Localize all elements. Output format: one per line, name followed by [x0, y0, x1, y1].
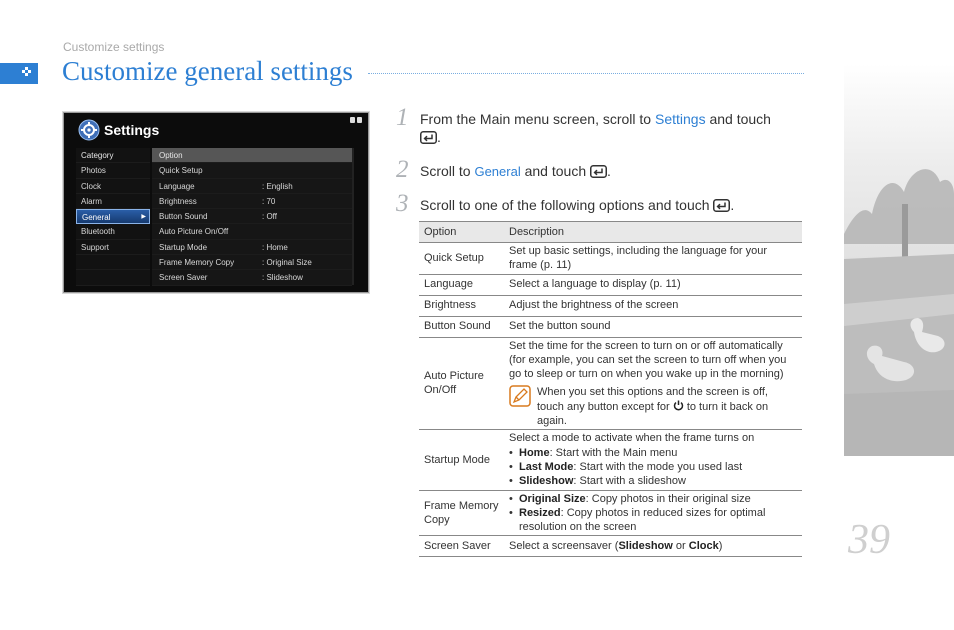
screen-title: Settings	[104, 122, 160, 138]
step-text: Scroll to one of the following options and touch	[420, 197, 710, 213]
category-filler	[76, 270, 150, 285]
option-name: Quick Setup	[419, 243, 504, 275]
enter-icon	[420, 131, 437, 144]
description-text: or	[672, 540, 689, 553]
table-row	[419, 490, 802, 536]
option-row[interactable]	[152, 179, 352, 194]
option-value: : Original Size	[262, 258, 312, 268]
option-name: Brightness	[419, 295, 504, 316]
table-header-option: Option	[419, 222, 504, 243]
table-row	[419, 337, 802, 430]
option-value: : 70	[262, 196, 276, 206]
enter-icon	[590, 165, 607, 178]
option-row[interactable]	[152, 209, 352, 224]
option-description: Adjust the brightness of the screen	[504, 295, 802, 316]
title-divider	[368, 73, 804, 74]
option-description: Select a language to display (p. 11)	[504, 274, 802, 295]
table-row	[419, 295, 802, 316]
step-text: .	[437, 129, 441, 145]
option-row[interactable]	[152, 240, 352, 255]
step-number: 1	[396, 104, 409, 131]
step-number: 2	[396, 156, 409, 183]
step-text: .	[607, 163, 611, 179]
option-row[interactable]	[152, 163, 352, 178]
option-scrollbar[interactable]	[352, 148, 354, 285]
category-item[interactable]: Support	[76, 240, 150, 255]
option-row[interactable]	[152, 255, 352, 270]
page-number: 39	[848, 517, 890, 563]
step-3-text	[420, 197, 734, 213]
table-row	[419, 274, 802, 295]
chevron-right-icon: ▶	[141, 214, 146, 221]
option-name: Language	[419, 274, 504, 295]
category-header: Category	[76, 148, 150, 163]
option-list	[152, 148, 352, 285]
list-item	[509, 446, 797, 460]
table-row	[419, 316, 802, 337]
option-label: Frame Memory Copy	[159, 258, 235, 268]
category-item[interactable]: Bluetooth	[76, 224, 150, 239]
table-row	[419, 430, 802, 490]
list-text: : Copy photos in their original size	[585, 492, 751, 505]
option-name: Screen Saver	[419, 536, 504, 557]
step-text: .	[730, 197, 735, 213]
screen-corner-button	[350, 117, 355, 123]
category-item-label: General	[82, 213, 111, 223]
option-description	[504, 337, 802, 430]
note-text-pre: When you set this options and the screen is off, touch any button except for	[537, 386, 768, 413]
option-name: Frame Memory Copy	[419, 490, 504, 536]
step-number: 3	[396, 190, 409, 217]
option-description	[504, 490, 802, 536]
option-description	[504, 536, 802, 557]
table-row	[419, 243, 802, 275]
option-description: Set up basic settings, including the language for your frame (p. 11)	[504, 243, 802, 275]
option-label: Startup Mode	[159, 242, 208, 252]
settings-gear-icon	[78, 119, 100, 141]
list-term: Resized	[519, 506, 561, 519]
note-pen-icon	[509, 385, 531, 407]
step-highlight: Settings	[654, 111, 706, 127]
step-text: and touch	[520, 163, 587, 179]
option-name: Button Sound	[419, 316, 504, 337]
option-label: Auto Picture On/Off	[159, 227, 229, 237]
step-2-text	[420, 163, 611, 179]
option-label: Screen Saver	[159, 273, 208, 283]
option-value	[262, 224, 352, 238]
option-row[interactable]	[152, 224, 352, 239]
option-row[interactable]	[152, 270, 352, 285]
step-text: From the Main menu screen, scroll to	[420, 111, 655, 127]
list-term: Home	[519, 446, 550, 459]
option-label: Button Sound	[159, 212, 208, 222]
list-term: Original Size	[519, 492, 586, 505]
option-value	[262, 163, 352, 177]
option-value: : Home	[262, 242, 288, 252]
category-item[interactable]: Photos	[76, 163, 150, 178]
option-name: Auto Picture On/Off	[419, 337, 504, 430]
list-term: Last Mode	[519, 460, 574, 473]
note-text	[537, 385, 797, 428]
description-text: Select a mode to activate when the frame turns on	[509, 432, 755, 445]
list-term: Clock	[688, 540, 719, 553]
option-description: Set the button sound	[504, 316, 802, 337]
option-label: Quick Setup	[159, 166, 203, 176]
marker-icon	[22, 67, 34, 79]
table-row	[419, 536, 802, 557]
list-text: : Start with a slideshow	[573, 475, 686, 488]
list-item	[509, 474, 797, 488]
option-description	[504, 430, 802, 490]
options-table	[419, 221, 802, 557]
option-row[interactable]	[152, 194, 352, 209]
list-text: : Start with the Main menu	[549, 446, 678, 459]
note-text-post: to turn it back on again.	[537, 400, 769, 428]
category-item[interactable]: Alarm	[76, 194, 150, 209]
step-text: Scroll to	[420, 163, 475, 179]
option-value: : English	[262, 181, 293, 191]
mode-list	[509, 446, 797, 489]
settings-screenshot	[63, 112, 369, 293]
list-text: : Start with the mode you used last	[573, 460, 743, 473]
table-header-row	[419, 222, 802, 243]
category-item[interactable]: Clock	[76, 179, 150, 194]
note-box	[509, 385, 797, 428]
category-filler	[76, 255, 150, 270]
power-icon	[673, 400, 684, 411]
list-item	[509, 492, 797, 506]
enter-icon	[713, 199, 730, 212]
category-list	[76, 148, 150, 285]
table-header-description: Description	[504, 222, 802, 243]
step-1-icon-line	[420, 129, 441, 145]
description-text: )	[718, 540, 723, 553]
description-text: Select a screensaver (	[509, 540, 619, 553]
option-header: Option	[152, 148, 352, 163]
list-term: Slideshow	[618, 540, 673, 553]
category-item-selected[interactable]	[76, 209, 150, 224]
screen-corner-button	[357, 117, 362, 123]
title-marker	[0, 63, 38, 84]
option-label: Brightness	[159, 196, 197, 206]
list-item	[509, 506, 797, 535]
option-name: Startup Mode	[419, 430, 504, 490]
step-highlight: General	[474, 164, 521, 179]
page-title: Customize general settings	[62, 56, 353, 86]
swan-lake-illustration	[844, 64, 954, 456]
list-term: Slideshow	[519, 475, 574, 488]
step-text: and touch	[705, 111, 771, 127]
option-value: : Slideshow	[262, 273, 303, 283]
description-text: Set the time for the screen to turn on or off automatically (for example, you can set the screen to turn off when you go to sleep or turn on when you wake up in the morning)	[509, 339, 787, 381]
list-item	[509, 460, 797, 474]
list-text: : Copy photos in reduced sizes for optimal resolution on the screen	[519, 506, 766, 534]
option-label: Language	[159, 181, 195, 191]
option-value: : Off	[262, 212, 277, 222]
step-1-text	[420, 111, 771, 127]
section-label: Customize settings	[63, 40, 165, 54]
copy-list	[509, 492, 797, 535]
